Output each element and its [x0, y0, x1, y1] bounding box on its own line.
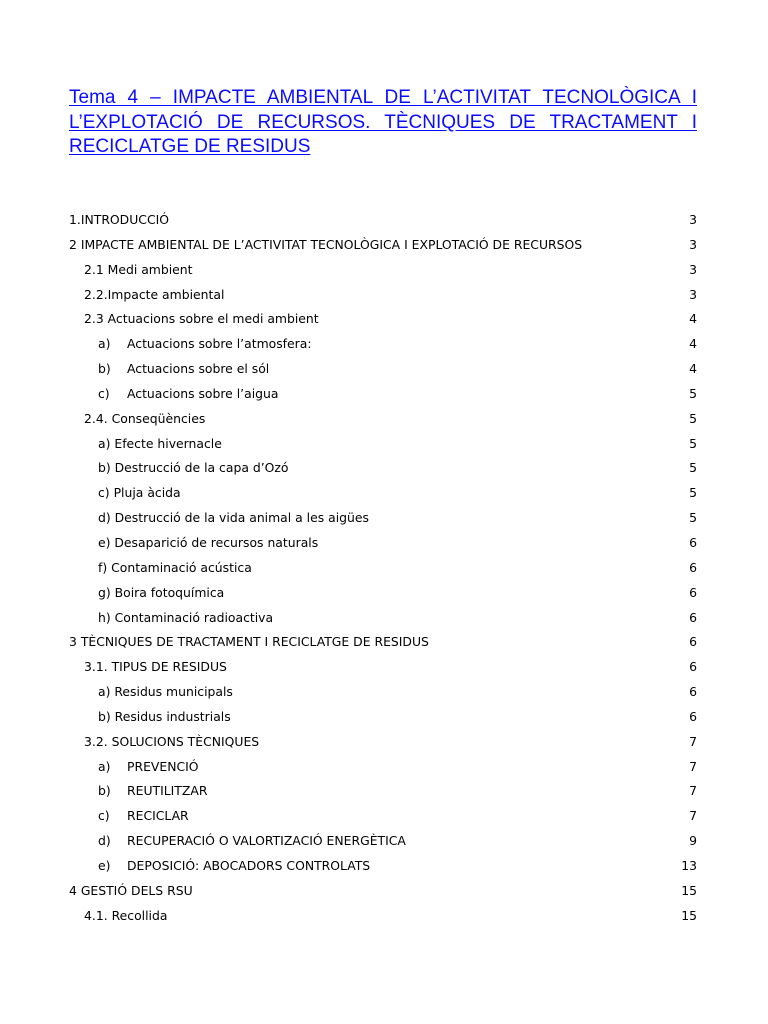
table-of-contents	[0, 208, 768, 928]
toc-entry-page-number: 4	[689, 311, 697, 327]
toc-entry[interactable]	[0, 680, 768, 705]
toc-entry-page-number: 15	[681, 882, 697, 898]
toc-entry-page-number: 6	[689, 659, 697, 675]
toc-entry-title: a) Residus municipals	[98, 684, 233, 700]
toc-entry[interactable]	[0, 531, 768, 556]
toc-entry-page-number: 6	[689, 584, 697, 600]
toc-entry[interactable]	[0, 879, 768, 904]
toc-entry-title: 1.INTRODUCCIÓ	[69, 212, 169, 227]
toc-entry-page-number: 3	[689, 236, 697, 252]
toc-entry[interactable]	[0, 854, 768, 879]
toc-entry[interactable]	[0, 456, 768, 481]
toc-entry-page-number: 7	[689, 808, 697, 824]
toc-entry[interactable]	[0, 655, 768, 680]
toc-entry[interactable]	[0, 556, 768, 581]
toc-entry[interactable]	[0, 904, 768, 929]
toc-entry-marker: d)	[98, 833, 111, 849]
toc-entry-title: 2.3 Actuacions sobre el medi ambient	[84, 311, 319, 327]
toc-entry-page-number: 4	[689, 336, 697, 352]
toc-entry[interactable]	[0, 755, 768, 780]
toc-entry-title: PREVENCIÓ	[127, 758, 199, 774]
toc-entry-title: 2.4. Conseqüències	[84, 410, 206, 426]
toc-entry-page-number: 9	[689, 833, 697, 849]
toc-entry-title: RECUPERACIÓ O VALORTIZACIÓ ENERGÈTICA	[127, 833, 406, 849]
toc-entry-marker: b)	[98, 783, 111, 799]
toc-entry[interactable]	[0, 307, 768, 332]
toc-entry-title: RECICLAR	[127, 808, 189, 824]
toc-entry-title: 3.1. TIPUS DE RESIDUS	[84, 659, 227, 675]
toc-entry-title: b) Destrucció de la capa d’Ozó	[98, 460, 289, 476]
toc-entry-title: 2.2.Impacte ambiental	[84, 286, 225, 302]
toc-entry[interactable]	[0, 581, 768, 606]
toc-entry-title: d) Destrucció de la vida animal a les aigües	[98, 510, 369, 526]
toc-entry-title: 3.2. SOLUCIONS TÈCNIQUES	[84, 733, 260, 749]
toc-entry-title: DEPOSICIÓ: ABOCADORS CONTROLATS	[127, 857, 371, 873]
toc-entry-marker: c)	[98, 808, 110, 824]
toc-entry-page-number: 6	[689, 634, 697, 650]
toc-entry-marker: a)	[98, 758, 111, 774]
toc-entry-title: g) Boira fotoquímica	[98, 584, 225, 600]
toc-entry-title: Actuacions sobre l’atmosfera:	[127, 336, 312, 352]
toc-entry-marker: e)	[98, 857, 111, 873]
toc-entry[interactable]	[0, 258, 768, 283]
toc-entry-marker: c)	[98, 385, 110, 401]
toc-entry-marker: a)	[98, 336, 111, 352]
toc-entry[interactable]	[0, 705, 768, 730]
toc-entry-page-number: 3	[689, 286, 697, 302]
toc-entry[interactable]	[0, 382, 768, 407]
toc-entry-marker: b)	[98, 361, 111, 377]
toc-entry[interactable]	[0, 283, 768, 308]
toc-entry-title: 2 IMPACTE AMBIENTAL DE L’ACTIVITAT TECNOLÒGICA I EXPLOTACIÓ DE RECURSOS	[69, 236, 583, 252]
toc-entry-page-number: 3	[689, 212, 697, 227]
toc-entry-title: REUTILITZAR	[127, 783, 208, 799]
toc-entry-title: Actuacions sobre l’aigua	[127, 385, 279, 401]
toc-entry-page-number: 6	[689, 708, 697, 724]
toc-entry-title: b) Residus industrials	[98, 708, 231, 724]
toc-entry-page-number: 4	[689, 361, 697, 377]
toc-entry[interactable]	[0, 481, 768, 506]
toc-entry-page-number: 5	[689, 435, 697, 451]
toc-entry-page-number: 5	[689, 460, 697, 476]
toc-entry-title: 4.1. Recollida	[84, 907, 168, 923]
toc-entry-page-number: 5	[689, 510, 697, 526]
toc-entry[interactable]	[0, 506, 768, 531]
toc-entry[interactable]	[0, 407, 768, 432]
toc-entry-page-number: 6	[689, 534, 697, 550]
toc-entry-page-number: 5	[689, 485, 697, 501]
toc-entry[interactable]	[0, 606, 768, 631]
toc-entry[interactable]	[0, 779, 768, 804]
toc-entry-page-number: 13	[681, 857, 697, 873]
toc-entry-title: e) Desaparició de recursos naturals	[98, 534, 319, 550]
toc-entry-title: f) Contaminació acústica	[98, 559, 252, 575]
toc-entry[interactable]	[0, 357, 768, 382]
toc-entry-page-number: 7	[689, 733, 697, 749]
toc-entry[interactable]	[0, 730, 768, 755]
toc-entry-page-number: 6	[689, 684, 697, 700]
toc-entry-page-number: 3	[689, 261, 697, 277]
toc-entry-page-number: 7	[689, 758, 697, 774]
toc-entry-title: c) Pluja àcida	[98, 485, 181, 501]
toc-entry-page-number: 7	[689, 783, 697, 799]
toc-entry-title: h) Contaminació radioactiva	[98, 609, 274, 625]
toc-entry-title: 3 TÈCNIQUES DE TRACTAMENT I RECICLATGE DE RESIDUS	[69, 634, 429, 650]
toc-entry-title: Actuacions sobre el sól	[127, 361, 270, 377]
toc-entry-page-number: 5	[689, 385, 697, 401]
toc-entry[interactable]	[0, 432, 768, 457]
toc-entry[interactable]	[0, 332, 768, 357]
toc-entry[interactable]	[0, 829, 768, 854]
toc-entry-title: 4 GESTIÓ DELS RSU	[69, 882, 193, 898]
toc-entry-page-number: 5	[689, 410, 697, 426]
toc-entry-page-number: 15	[681, 907, 697, 923]
toc-entry[interactable]	[0, 804, 768, 829]
toc-entry[interactable]	[0, 233, 768, 258]
toc-entry[interactable]	[0, 208, 768, 233]
toc-entry-page-number: 6	[689, 559, 697, 575]
toc-entry-page-number: 6	[689, 609, 697, 625]
toc-entry[interactable]	[0, 630, 768, 655]
toc-entry-title: a) Efecte hivernacle	[98, 435, 222, 451]
document-title-link[interactable]: Tema 4 – IMPACTE AMBIENTAL DE L’ACTIVITAT TECNOLÒGICA I L’EXPLOTACIÓ DE RECURSOS. TÈCNIQUES DE TRACTAMENT I RECICLATGE DE RESIDUS	[69, 87, 697, 157]
toc-entry-title: 2.1 Medi ambient	[84, 261, 193, 277]
